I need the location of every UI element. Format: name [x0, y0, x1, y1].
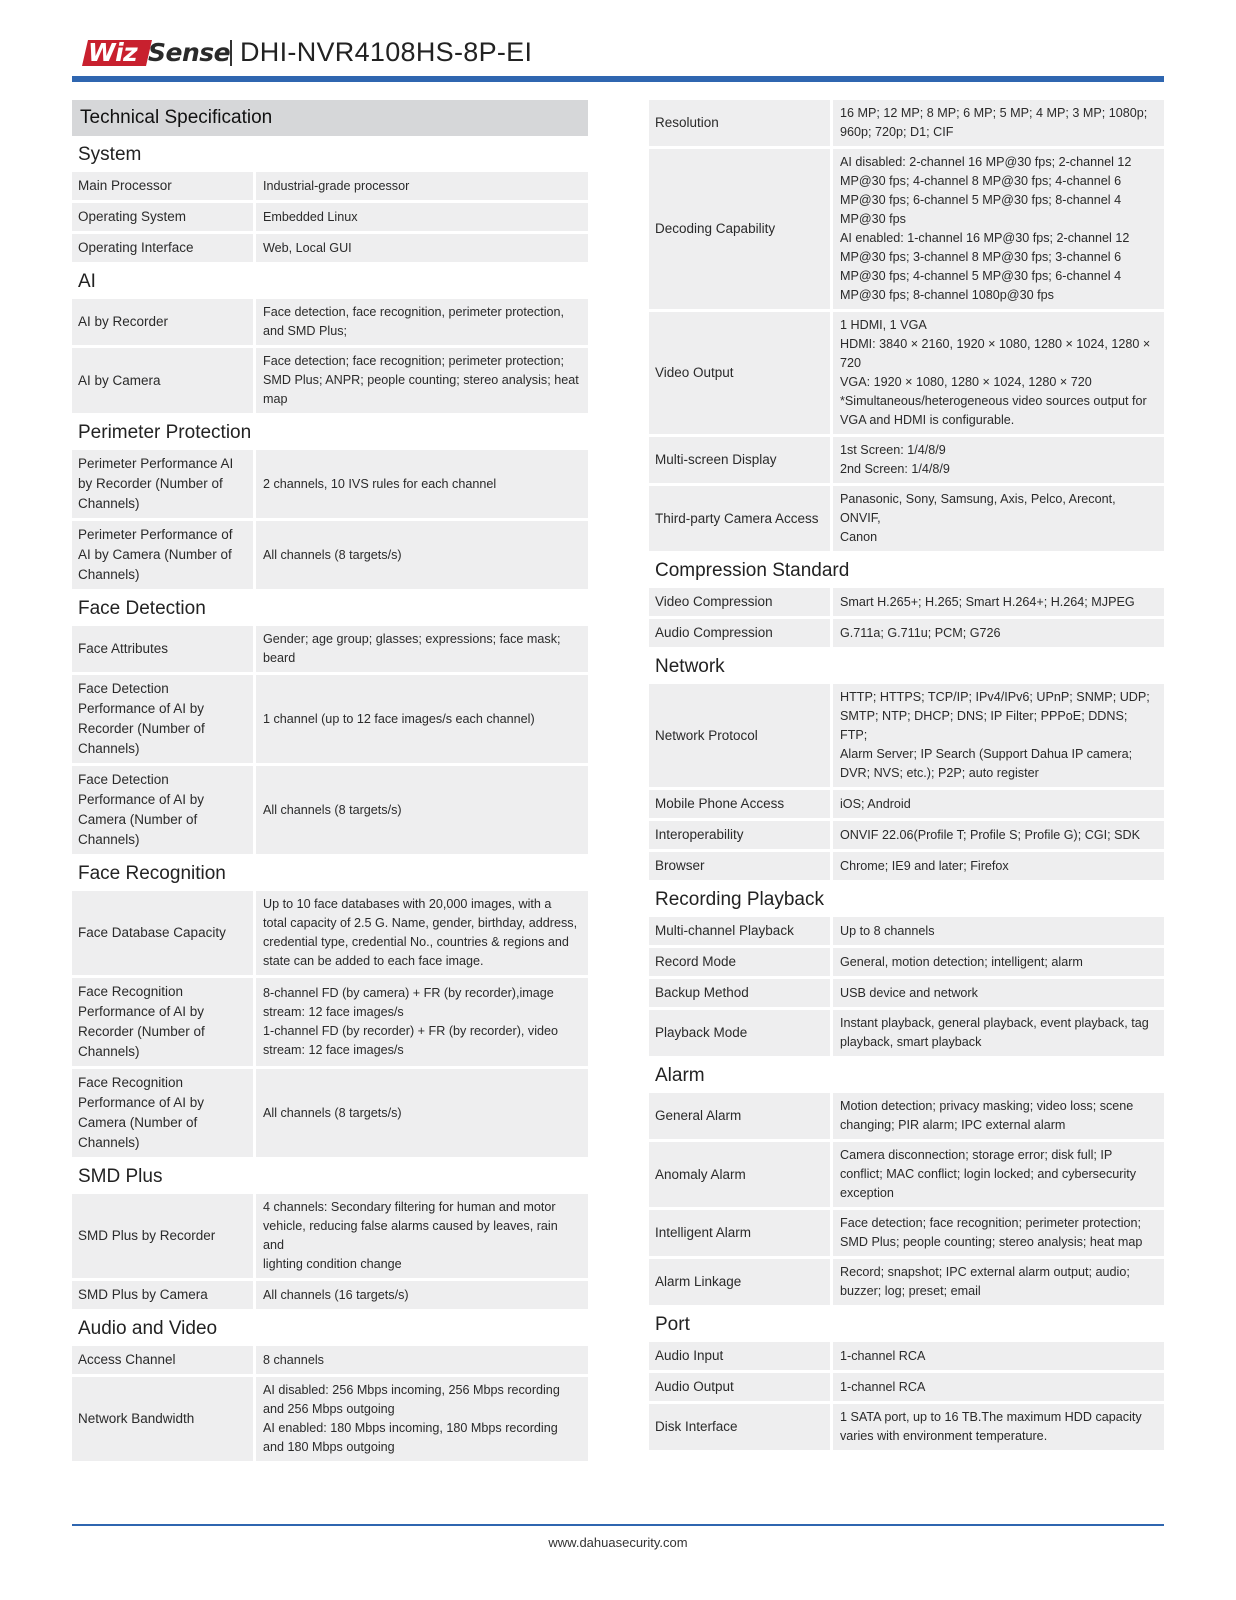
spec-label: Anomaly Alarm	[649, 1142, 830, 1207]
spec-label: AI by Camera	[72, 348, 253, 413]
technical-specification-title: Technical Specification	[72, 100, 588, 136]
header-rule	[72, 76, 1164, 82]
spec-value: Camera disconnection; storage error; disk full; IP conflict; MAC conflict; login locked; and cybersecurity exception	[833, 1142, 1164, 1207]
spec-value: Web, Local GUI	[256, 234, 588, 262]
spec-row	[649, 821, 1164, 849]
spec-value: iOS; Android	[833, 790, 1164, 818]
spec-row	[649, 1093, 1164, 1139]
left-column	[72, 100, 588, 1464]
spec-row	[649, 486, 1164, 551]
spec-label: Face Recognition Performance of AI by Camera (Number of Channels)	[72, 1069, 253, 1157]
spec-row	[72, 626, 588, 672]
spec-row	[72, 1069, 588, 1157]
spec-row	[649, 619, 1164, 647]
spec-row	[72, 1194, 588, 1278]
spec-value: 1-channel RCA	[833, 1373, 1164, 1401]
spec-label: Perimeter Performance of AI by Camera (Number of Channels)	[72, 521, 253, 589]
spec-label: Record Mode	[649, 948, 830, 976]
spec-label: Face Recognition Performance of AI by Recorder (Number of Channels)	[72, 978, 253, 1066]
spec-label: Decoding Capability	[649, 149, 830, 309]
spec-value: Face detection; face recognition; perimeter protection; SMD Plus; people counting; stereo analysis; heat map	[833, 1210, 1164, 1256]
spec-row	[649, 100, 1164, 146]
spec-value: 8-channel FD (by camera) + FR (by recorder),image stream: 12 face images/s 1-channel FD (by recorder) + FR (by recorder), video stream: 12 face images/s	[256, 978, 588, 1066]
spec-row	[649, 437, 1164, 483]
spec-row	[72, 203, 588, 231]
spec-value: 4 channels: Secondary filtering for human and motor vehicle, reducing false alarms caused by leaves, rain and lighting condition change	[256, 1194, 588, 1278]
section-title-perimeter-protection: Perimeter Protection	[78, 422, 252, 443]
spec-row	[649, 1373, 1164, 1401]
footer-rule	[72, 1524, 1164, 1526]
spec-value: General, motion detection; intelligent; alarm	[833, 948, 1164, 976]
section-title-port: Port	[655, 1314, 690, 1335]
spec-value: Chrome; IE9 and later; Firefox	[833, 852, 1164, 880]
spec-label: SMD Plus by Camera	[72, 1281, 253, 1309]
section-title-compression-standard: Compression Standard	[655, 560, 850, 581]
spec-row	[72, 299, 588, 345]
header-separator	[230, 40, 232, 66]
spec-row	[649, 684, 1164, 787]
section-title-smd-plus: SMD Plus	[78, 1166, 163, 1187]
spec-row	[72, 348, 588, 413]
spec-label: Access Channel	[72, 1346, 253, 1374]
spec-row	[649, 1404, 1164, 1450]
spec-label: Audio Compression	[649, 619, 830, 647]
spec-value: 1 HDMI, 1 VGA HDMI: 3840 × 2160, 1920 × 1080, 1280 × 1024, 1280 × 720 VGA: 1920 × 1080, 1280 × 1024, 1280 × 720 *Simultaneous/heterogeneous video sources output for VGA and HDMI is configurable.	[833, 312, 1164, 434]
section-title-alarm: Alarm	[655, 1065, 705, 1086]
spec-row	[72, 234, 588, 262]
spec-row	[72, 1346, 588, 1374]
spec-value: 1st Screen: 1/4/8/9 2nd Screen: 1/4/8/9	[833, 437, 1164, 483]
spec-value: 2 channels, 10 IVS rules for each channel	[256, 450, 588, 518]
right-column	[649, 100, 1164, 1453]
logo-sense-text: Sense	[148, 38, 231, 67]
spec-label: Face Detection Performance of AI by Recorder (Number of Channels)	[72, 675, 253, 763]
section-title-audio-and-video: Audio and Video	[78, 1318, 218, 1339]
spec-value: 8 channels	[256, 1346, 588, 1374]
spec-row	[649, 790, 1164, 818]
spec-row	[72, 675, 588, 763]
spec-row	[72, 172, 588, 200]
spec-label: Operating System	[72, 203, 253, 231]
spec-value: Motion detection; privacy masking; video loss; scene changing; PIR alarm; IPC external alarm	[833, 1093, 1164, 1139]
spec-label: Face Database Capacity	[72, 891, 253, 975]
spec-value: Panasonic, Sony, Samsung, Axis, Pelco, Arecont, ONVIF, Canon	[833, 486, 1164, 551]
spec-label: Third-party Camera Access	[649, 486, 830, 551]
spec-value: G.711a; G.711u; PCM; G726	[833, 619, 1164, 647]
spec-label: Disk Interface	[649, 1404, 830, 1450]
footer-url: www.dahuasecurity.com	[548, 1535, 688, 1550]
spec-row	[649, 1210, 1164, 1256]
spec-label: Backup Method	[649, 979, 830, 1007]
spec-row	[72, 1377, 588, 1461]
spec-label: Audio Output	[649, 1373, 830, 1401]
spec-row	[72, 521, 588, 589]
spec-row	[649, 979, 1164, 1007]
spec-value: 1 SATA port, up to 16 TB.The maximum HDD capacity varies with environment temperature.	[833, 1404, 1164, 1450]
spec-label: Network Bandwidth	[72, 1377, 253, 1461]
section-title-face-detection: Face Detection	[78, 598, 206, 619]
spec-label: Alarm Linkage	[649, 1259, 830, 1305]
spec-value: USB device and network	[833, 979, 1164, 1007]
model-title: DHI-NVR4108HS-8P-EI	[240, 37, 533, 67]
section-title-recording-playback: Recording Playback	[655, 889, 824, 910]
spec-row	[649, 1010, 1164, 1056]
spec-label: Network Protocol	[649, 684, 830, 787]
page-header	[72, 30, 1164, 84]
spec-row	[72, 978, 588, 1066]
spec-value: 1-channel RCA	[833, 1342, 1164, 1370]
spec-value: All channels (8 targets/s)	[256, 521, 588, 589]
spec-label: Perimeter Performance AI by Recorder (Number of Channels)	[72, 450, 253, 518]
spec-label: Playback Mode	[649, 1010, 830, 1056]
spec-label: Audio Input	[649, 1342, 830, 1370]
spec-value: Up to 8 channels	[833, 917, 1164, 945]
spec-label: Multi-screen Display	[649, 437, 830, 483]
spec-row	[649, 1142, 1164, 1207]
spec-row	[649, 948, 1164, 976]
spec-label: Face Detection Performance of AI by Camera (Number of Channels)	[72, 766, 253, 854]
spec-value: All channels (8 targets/s)	[256, 1069, 588, 1157]
section-title-system: System	[78, 144, 142, 165]
spec-value: Face detection, face recognition, perimeter protection, and SMD Plus;	[256, 299, 588, 345]
spec-label: Intelligent Alarm	[649, 1210, 830, 1256]
spec-value: HTTP; HTTPS; TCP/IP; IPv4/IPv6; UPnP; SNMP; UDP; SMTP; NTP; DHCP; DNS; IP Filter; PPPoE; DDNS; FTP; Alarm Server; IP Search (Support Dahua IP camera; DVR; NVS; etc.); P2P; auto register	[833, 684, 1164, 787]
spec-label: Resolution	[649, 100, 830, 146]
spec-label: AI by Recorder	[72, 299, 253, 345]
section-title-face-recognition: Face Recognition	[78, 863, 226, 884]
spec-label: Face Attributes	[72, 626, 253, 672]
spec-label: General Alarm	[649, 1093, 830, 1139]
spec-row	[649, 917, 1164, 945]
spec-value: 1 channel (up to 12 face images/s each channel)	[256, 675, 588, 763]
spec-row	[649, 149, 1164, 309]
spec-row	[72, 1281, 588, 1309]
spec-label: Operating Interface	[72, 234, 253, 262]
spec-value: All channels (16 targets/s)	[256, 1281, 588, 1309]
spec-value: All channels (8 targets/s)	[256, 766, 588, 854]
spec-label: Video Output	[649, 312, 830, 434]
spec-value: Face detection; face recognition; perimeter protection; SMD Plus; ANPR; people counting; stereo analysis; heat map	[256, 348, 588, 413]
spec-row	[72, 766, 588, 854]
spec-value: AI disabled: 256 Mbps incoming, 256 Mbps recording and 256 Mbps outgoing AI enabled: 180 Mbps incoming, 180 Mbps recording and 180 Mbps outgoing	[256, 1377, 588, 1461]
spec-row	[72, 450, 588, 518]
spec-value: Embedded Linux	[256, 203, 588, 231]
spec-value: ONVIF 22.06(Profile T; Profile S; Profile G); CGI; SDK	[833, 821, 1164, 849]
spec-row	[649, 588, 1164, 616]
spec-value: Industrial-grade processor	[256, 172, 588, 200]
spec-label: Browser	[649, 852, 830, 880]
logo-wiz-text: Wiz	[88, 38, 138, 67]
section-title-network: Network	[655, 656, 725, 677]
spec-value: AI disabled: 2-channel 16 MP@30 fps; 2-channel 12 MP@30 fps; 4-channel 8 MP@30 fps; 4-channel 6 MP@30 fps; 6-channel 5 MP@30 fps; 8-channel 4 MP@30 fps AI enabled: 1-channel 16 MP@30 fps; 2-channel 12 MP@30 fps; 3-channel 8 MP@30 fps; 3-channel 6 MP@30 fps; 4-channel 5 MP@30 fps; 6-channel 4 MP@30 fps; 8-channel 1080p@30 fps	[833, 149, 1164, 309]
spec-row	[649, 1342, 1164, 1370]
spec-value: Gender; age group; glasses; expressions; face mask; beard	[256, 626, 588, 672]
section-title-ai: AI	[78, 271, 96, 292]
spec-value: Instant playback, general playback, event playback, tag playback, smart playback	[833, 1010, 1164, 1056]
spec-row	[649, 1259, 1164, 1305]
spec-value: Record; snapshot; IPC external alarm output; audio; buzzer; log; preset; email	[833, 1259, 1164, 1305]
spec-row	[649, 852, 1164, 880]
spec-row	[72, 891, 588, 975]
spec-label: Interoperability	[649, 821, 830, 849]
spec-value: Smart H.265+; H.265; Smart H.264+; H.264; MJPEG	[833, 588, 1164, 616]
spec-label: Video Compression	[649, 588, 830, 616]
spec-label: SMD Plus by Recorder	[72, 1194, 253, 1278]
spec-value: Up to 10 face databases with 20,000 images, with a total capacity of 2.5 G. Name, gender, birthday, address, credential type, credential No., countries & regions and state can be added to each face image.	[256, 891, 588, 975]
spec-label: Mobile Phone Access	[649, 790, 830, 818]
spec-label: Main Processor	[72, 172, 253, 200]
spec-row	[649, 312, 1164, 434]
spec-label: Multi-channel Playback	[649, 917, 830, 945]
spec-value: 16 MP; 12 MP; 8 MP; 6 MP; 5 MP; 4 MP; 3 MP; 1080p; 960p; 720p; D1; CIF	[833, 100, 1164, 146]
